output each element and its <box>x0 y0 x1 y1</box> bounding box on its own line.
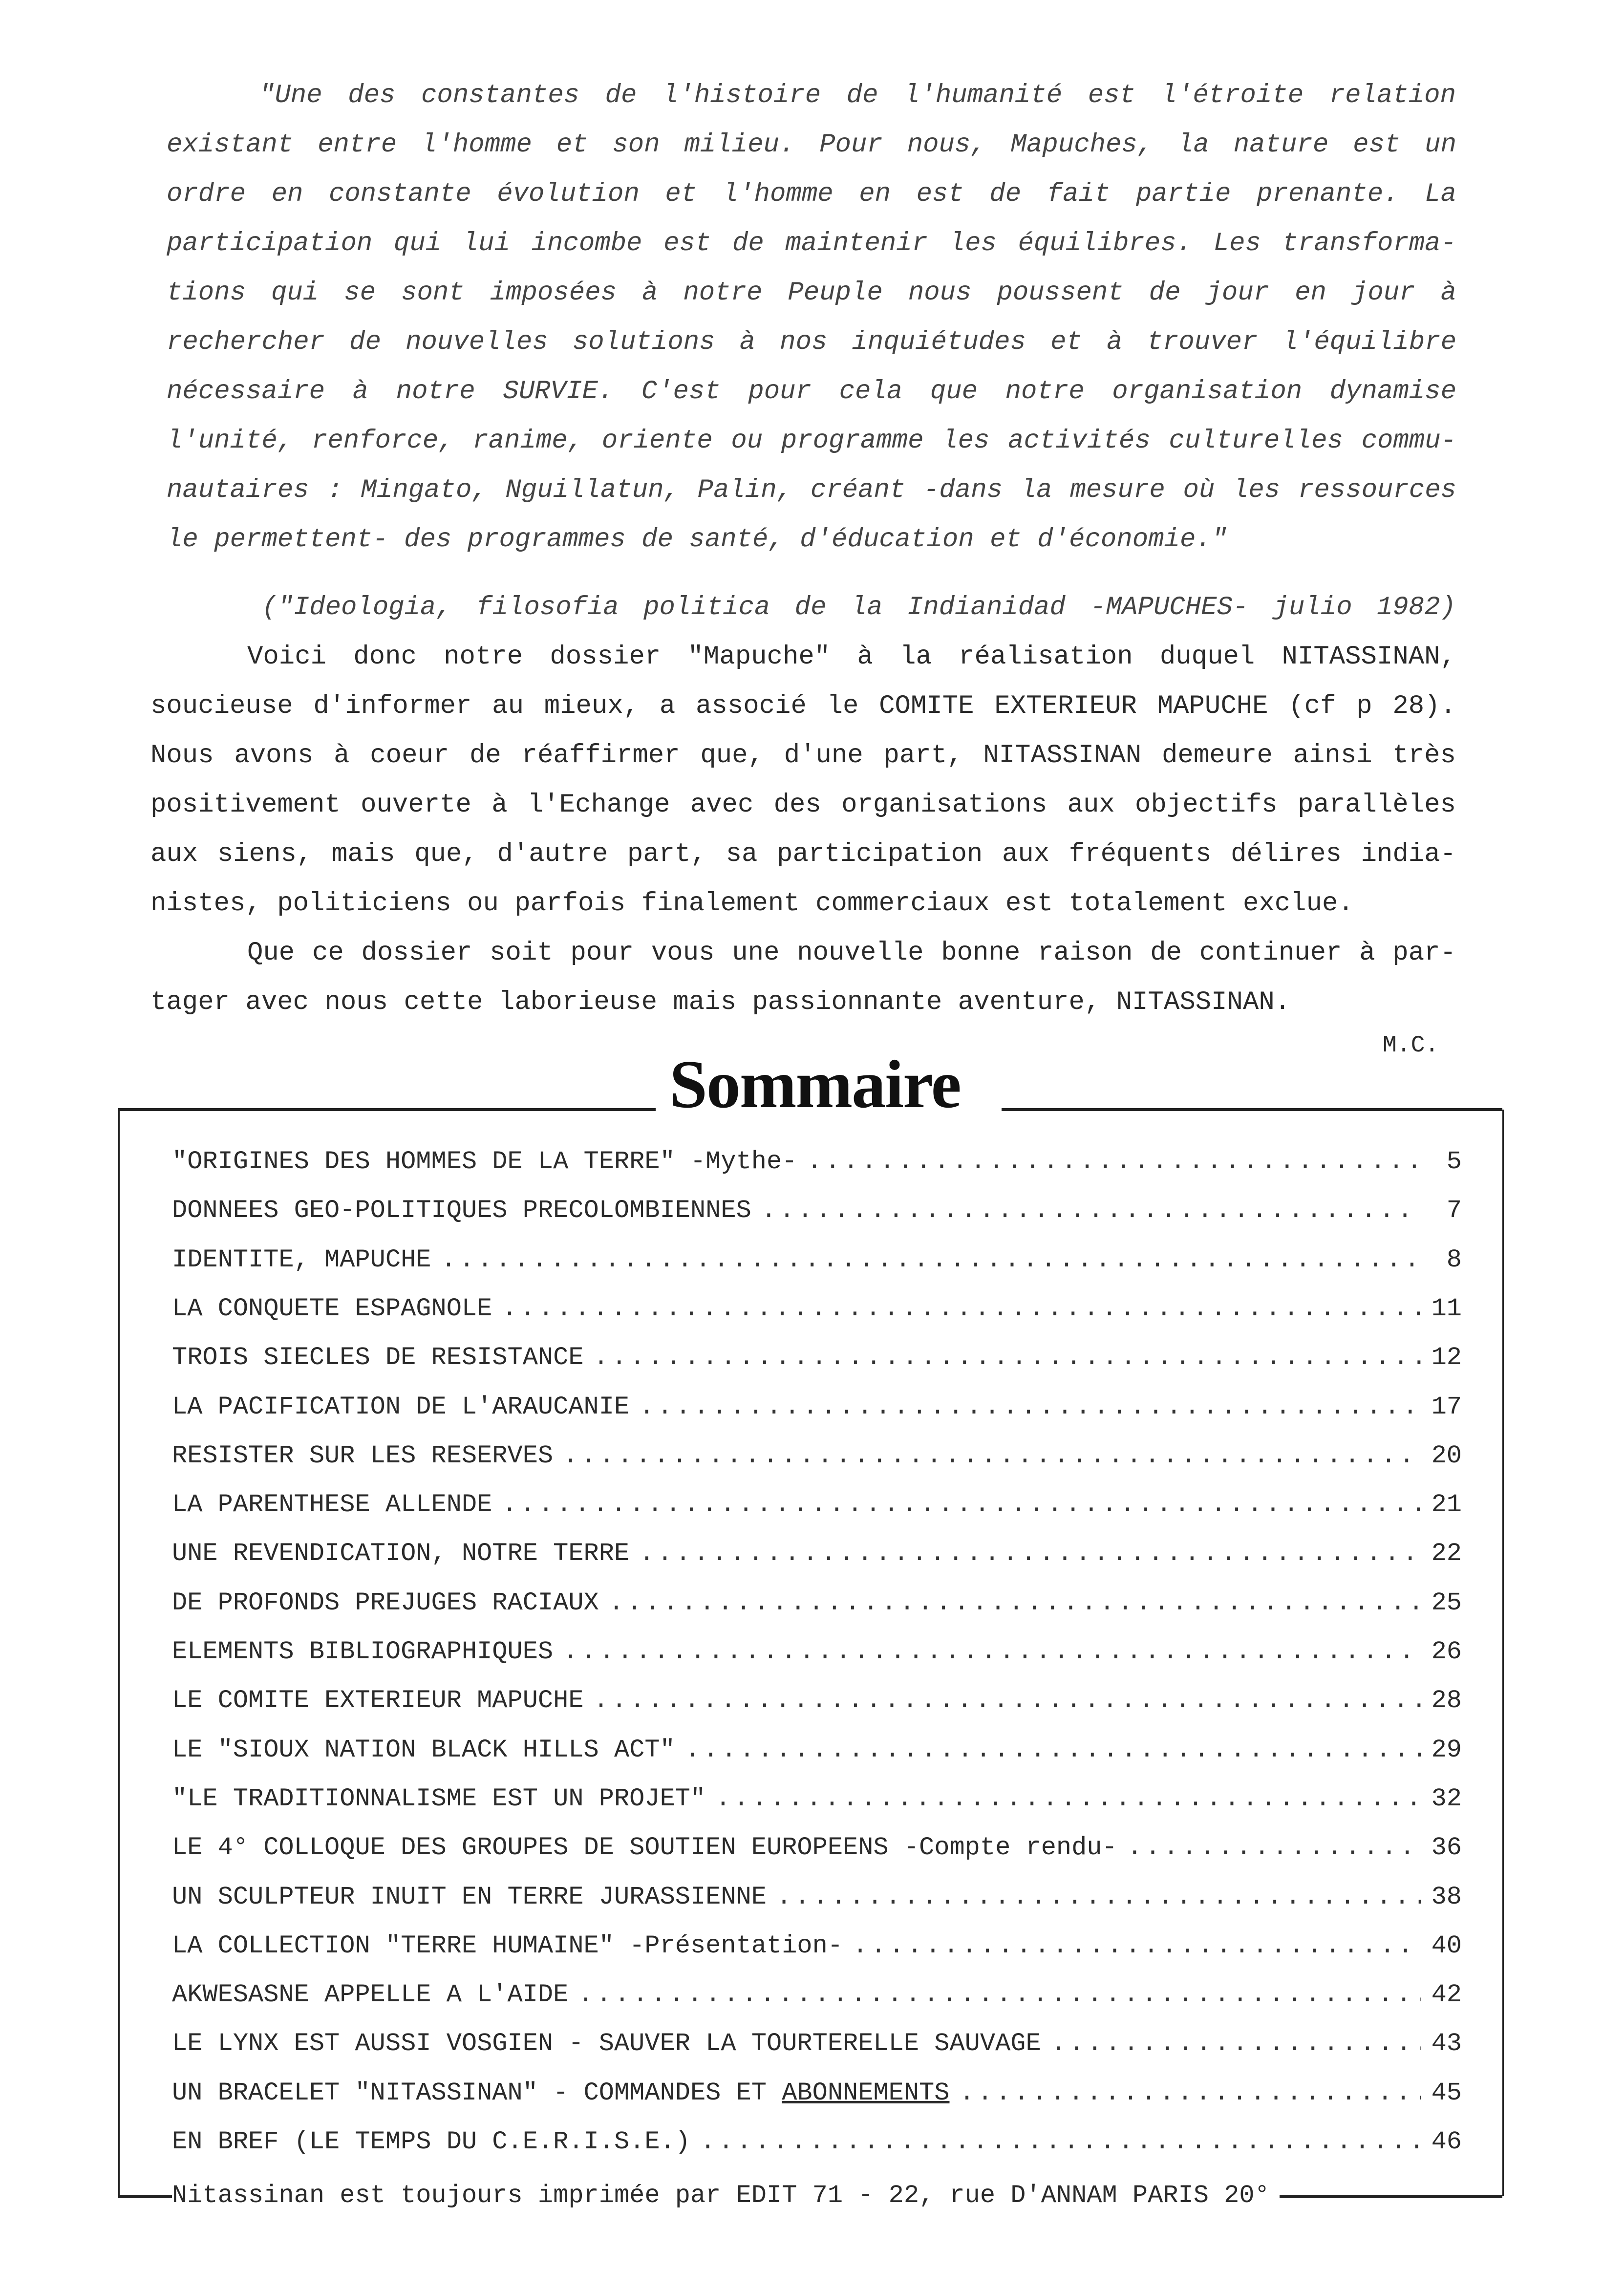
quote-source <box>262 583 1456 632</box>
dot-leader <box>776 1873 1421 1922</box>
dot-leader <box>639 1383 1421 1432</box>
toc-entry-title: IDENTITE, MAPUCHE <box>172 1245 431 1274</box>
dot-leader <box>715 1775 1421 1823</box>
toc-entry-title: LE LYNX EST AUSSI VOSGIEN - SAUVER LA TOURTERELLE SAUVAGE <box>172 2029 1041 2058</box>
toc-page-number: 5 <box>1446 1147 1462 1176</box>
dot-leader <box>609 1579 1421 1628</box>
toc-entry-title: LA CONQUETE ESPAGNOLE <box>172 1294 492 1323</box>
quote-line: nautaires : Mingato, Nguillatun, Palin, créant -dans la mesure où les ressources <box>167 475 1456 505</box>
toc-page-number: 40 <box>1431 1931 1462 1960</box>
toc-entry <box>172 1333 1462 1382</box>
toc-entry <box>172 1922 1462 1971</box>
toc-page-number: 22 <box>1431 1539 1462 1568</box>
dot-leader <box>563 1432 1421 1480</box>
toc-page-number: 21 <box>1431 1490 1462 1520</box>
body-line: nistes, politiciens ou parfois finalement commerciaux est totalement exclue. <box>150 889 1354 919</box>
body-line: Nous avons à coeur de réaffirmer que, d'une part, NITASSINAN demeure ainsi très <box>150 741 1456 771</box>
toc-page-number: 38 <box>1431 1882 1462 1911</box>
dot-leader <box>502 1285 1421 1333</box>
toc-entry-title: UNE REVENDICATION, NOTRE TERRE <box>172 1539 630 1568</box>
toc-entry-title-underlined: ABONNEMENTS <box>782 2078 950 2107</box>
body-line: Voici donc notre dossier "Mapuche" à la réalisation duquel NITASSINAN, <box>247 642 1456 672</box>
dot-leader <box>563 1628 1421 1676</box>
toc-entry-title: LA PARENTHESE ALLENDE <box>172 1490 492 1520</box>
toc-entry-title: LA PACIFICATION DE L'ARAUCANIE <box>172 1392 630 1421</box>
toc-entry <box>172 1676 1462 1725</box>
quote-line: nécessaire à notre SURVIE. C'est pour cela que notre organisation dynamise <box>167 377 1456 407</box>
toc-entry <box>172 1873 1462 1922</box>
toc-page-number: 7 <box>1446 1196 1462 1225</box>
body-line: aux siens, mais que, d'autre part, sa participation aux fréquents délires india- <box>150 839 1456 869</box>
toc-entry <box>172 1971 1462 2019</box>
quote-line: tions qui se sont imposées à notre Peuple nous poussent de jour en jour à <box>167 278 1456 308</box>
toc-entry <box>172 2069 1462 2118</box>
dot-leader <box>700 2118 1421 2166</box>
body-line: positivement ouverte à l'Echange avec des organisations aux objectifs parallèles <box>150 790 1456 820</box>
dot-leader <box>1127 1823 1421 1872</box>
body-line: soucieuse d'informer au mieux, a associé le COMITE EXTERIEUR MAPUCHE (cf p 28). <box>150 691 1456 721</box>
dot-leader <box>959 2069 1421 2118</box>
quote-line: existant entre l'homme et son milieu. Pour nous, Mapuches, la nature est un <box>167 130 1456 160</box>
toc-entry <box>172 1432 1462 1480</box>
quote-line: "Une des constantes de l'histoire de l'humanité est l'étroite relation <box>259 81 1456 110</box>
dot-leader <box>594 1333 1421 1382</box>
toc-page-number: 45 <box>1431 2078 1462 2107</box>
toc-page-number: 20 <box>1431 1441 1462 1470</box>
toc-entry-title: DE PROFONDS PREJUGES RACIAUX <box>172 1588 599 1617</box>
toc-entry <box>172 1236 1462 1285</box>
toc-page-number: 46 <box>1431 2127 1462 2156</box>
toc-page-number: 28 <box>1431 1686 1462 1715</box>
toc-page-number: 8 <box>1446 1245 1462 1274</box>
toc-page-number: 42 <box>1431 1980 1462 2010</box>
toc-entry-title: UN SCULPTEUR INUIT EN TERRE JURASSIENNE <box>172 1882 767 1911</box>
toc-entry <box>172 1726 1462 1775</box>
toc-entry <box>172 2019 1462 2068</box>
quote-line: le permettent- des programmes de santé, d'éducation et d'économie." <box>167 525 1228 555</box>
toc-entry-title: RESISTER SUR LES RESERVES <box>172 1441 554 1470</box>
toc-entry-title: ELEMENTS BIBLIOGRAPHIQUES <box>172 1637 554 1666</box>
toc-entry-title: LE COMITE EXTERIEUR MAPUCHE <box>172 1686 584 1715</box>
toc-page-number: 29 <box>1431 1735 1462 1764</box>
printer-footer: Nitassinan est toujours imprimée par EDIT 71 - 22, rue D'ANNAM PARIS 20° <box>172 2171 1280 2220</box>
toc-entry-title: UN BRACELET "NITASSINAN" - COMMANDES ET <box>172 2078 782 2107</box>
toc-entry-title: "ORIGINES DES HOMMES DE LA TERRE" -Mythe- <box>172 1147 797 1176</box>
quote-source-text: ("Ideologia, filosofia politica de la Indianidad -MAPUCHES- julio 1982) <box>262 593 1456 622</box>
toc-page-number: 11 <box>1431 1294 1462 1323</box>
dot-leader <box>853 1922 1421 1971</box>
toc-entry <box>172 1285 1462 1333</box>
toc-page-number: 26 <box>1431 1637 1462 1666</box>
toc-entry <box>172 1137 1462 1186</box>
signature: M.C. <box>1383 1032 1439 1059</box>
toc-entry <box>172 1480 1462 1529</box>
quote-line: l'unité, renforce, ranime, oriente ou programme les activités culturelles commu- <box>167 426 1456 456</box>
quote-line: ordre en constante évolution et l'homme en est de fait partie prenante. La <box>167 179 1456 209</box>
toc-entry <box>172 2118 1462 2166</box>
toc-entry-title: LA COLLECTION "TERRE HUMAINE" -Présentation- <box>172 1931 843 1960</box>
toc-entry-title: AKWESASNE APPELLE A L'AIDE <box>172 1980 569 2010</box>
toc-entry <box>172 1383 1462 1432</box>
toc-entry-title: "LE TRADITIONNALISME EST UN PROJET" <box>172 1784 706 1813</box>
toc-entry <box>172 1579 1462 1628</box>
toc-page-number: 12 <box>1431 1343 1462 1372</box>
dot-leader <box>761 1186 1421 1235</box>
toc-entry-title: TROIS SIECLES DE RESISTANCE <box>172 1343 584 1372</box>
toc-entry-title: EN BREF (LE TEMPS DU C.E.R.I.S.E.) <box>172 2127 690 2156</box>
toc-entry <box>172 1628 1462 1676</box>
sommaire-title: Sommaire <box>669 1047 961 1122</box>
quote-line: participation qui lui incombe est de maintenir les équilibres. Les transforma- <box>167 229 1456 258</box>
dot-leader <box>1051 2019 1421 2068</box>
body-line: Que ce dossier soit pour vous une nouvelle bonne raison de continuer à par- <box>247 938 1456 968</box>
toc-page-number: 43 <box>1431 2029 1462 2058</box>
toc-entry <box>172 1529 1462 1578</box>
toc-entry <box>172 1186 1462 1235</box>
toc-entry <box>172 1775 1462 1823</box>
dot-leader <box>502 1480 1421 1529</box>
toc-entry-title: LE 4° COLLOQUE DES GROUPES DE SOUTIEN EUROPEENS -Compte rendu- <box>172 1833 1117 1863</box>
toc-page-number: 36 <box>1431 1833 1462 1863</box>
dot-leader <box>578 1971 1421 2019</box>
body-line: tager avec nous cette laborieuse mais passionnante aventure, NITASSINAN. <box>150 987 1291 1017</box>
toc-page-number: 17 <box>1431 1392 1462 1421</box>
toc-page-number: 32 <box>1431 1784 1462 1813</box>
dot-leader <box>594 1676 1421 1725</box>
dot-leader <box>639 1529 1421 1578</box>
dot-leader <box>441 1236 1421 1285</box>
toc-page-number: 25 <box>1431 1588 1462 1617</box>
quote-line: rechercher de nouvelles solutions à nos inquiétudes et à trouver l'équilibre <box>167 327 1456 357</box>
toc-entry-title: DONNEES GEO-POLITIQUES PRECOLOMBIENNES <box>172 1196 751 1225</box>
toc-entry <box>172 1823 1462 1872</box>
dot-leader <box>807 1137 1421 1186</box>
dot-leader <box>685 1726 1421 1775</box>
toc-entry-title: LE "SIOUX NATION BLACK HILLS ACT" <box>172 1735 675 1764</box>
